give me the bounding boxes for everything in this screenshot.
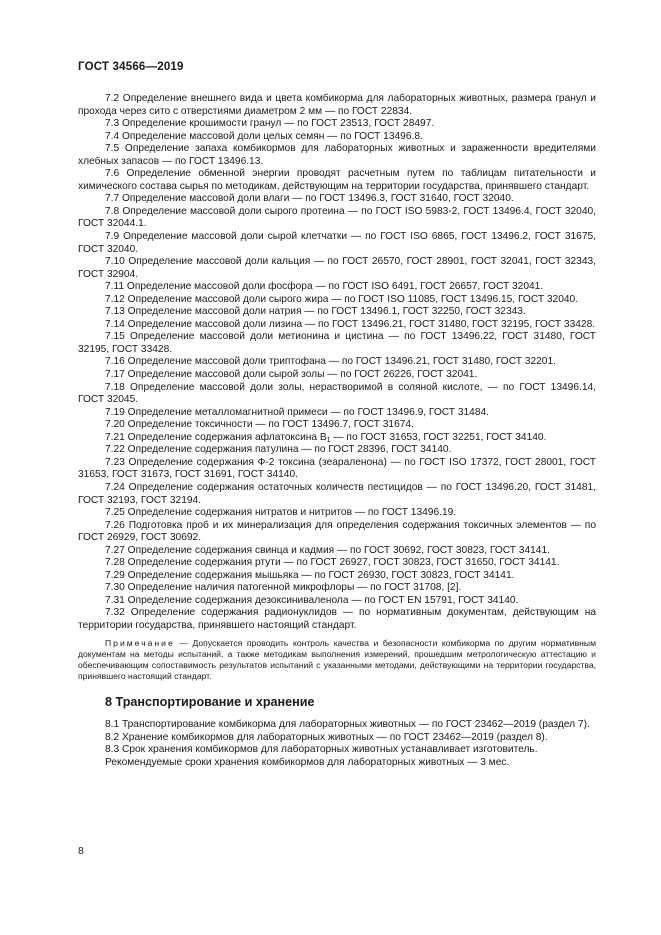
note-text: — Допускается проводить контроль качества и безопасности комбикорма по другим нормативным документам на методы испытаний, а также методикам выполнения измерений, прошедшим метрологическую аттестацию и обеспечивающим сопоставимость результатов испытаний с указанными методами, действующими на территории государства, принявшего настоящий стандарт. (78, 637, 596, 682)
clause-7-21-text-after: — по ГОСТ 31653, ГОСТ 32251, ГОСТ 34140. (330, 431, 547, 443)
clause-7-27: 7.27 Определение содержания свинца и кадмия — по ГОСТ 30692, ГОСТ 30823, ГОСТ 34141. (105, 544, 550, 556)
clause-7-21 (78, 432, 596, 445)
clause-7-15: 7.15 Определение массовой доли метионина и цистина — по ГОСТ 13496.22, ГОСТ 31480, ГОСТ 32195, ГОСТ 33428. (78, 331, 596, 355)
clause-7-11: 7.11 Определение массовой доли фосфора — по ГОСТ ISO 6491, ГОСТ 26657, ГОСТ 32041. (105, 281, 544, 293)
clause-7-24: 7.24 Определение содержания остаточных количеств пестицидов — по ГОСТ 13496.20, ГОСТ 31481, ГОСТ 32193, ГОСТ 32194. (78, 481, 596, 506)
page-number: 8 (78, 845, 84, 857)
clause-7-25: 7.25 Определение содержания нитратов и нитритов — по ГОСТ 13496.19. (105, 507, 457, 519)
section-8-heading: 8 Транспортирование и хранение (105, 695, 315, 710)
document-header: ГОСТ 34566—2019 (78, 61, 184, 73)
clause-7-28: 7.28 Определение содержания ртути — по ГОСТ 26927, ГОСТ 30823, ГОСТ 31650, ГОСТ 34141. (105, 557, 560, 569)
clause-8-2: 8.2 Хранение комбикормов для лабораторных животных — по ГОСТ 23462—2019 (раздел 8). (105, 731, 548, 743)
clause-7-22: 7.22 Определение содержания патулина — по ГОСТ 28396, ГОСТ 34140. (105, 444, 452, 456)
clause-7-6: 7.6 Определение обменной энергии проводят расчетным путем по таблицам питательности и химического состава сырья по методикам, действующим на территории государства, принявшего стандарт. (78, 168, 596, 192)
clause-7-32: 7.32 Определение содержания радионуклидов — по нормативным документам, действующим на территории государства, принявшего настоящий стандарт. (78, 607, 596, 631)
clause-7-12: 7.12 Определение массовой доли сырого жира — по ГОСТ ISO 11085, ГОСТ 13496.15, ГОСТ 32040. (105, 293, 579, 305)
clause-7-5: 7.5 Определение запаха комбикормов для лабораторных животных и зараженности вредителями хлебных запасов — по ГОСТ 13496.13. (78, 143, 596, 167)
clause-8-3: 8.3 Срок хранения комбикормов для лабораторных животных устанавливает изготовитель. (105, 744, 538, 756)
clause-7-26: 7.26 Подготовка проб и их минерализация для определения содержания токсичных элементов — по ГОСТ 26929, ГОСТ 30692. (78, 519, 596, 544)
clause-7-30: 7.30 Определение наличия патогенной микрофлоры — по ГОСТ 31708, [2]. (105, 582, 462, 594)
clause-7-4: 7.4 Определение массовой доли целых семян — по ГОСТ 13496.8. (105, 130, 423, 142)
clause-7-21-subscript: 1 (326, 436, 331, 444)
note-label: Примечание (105, 637, 175, 648)
clause-7-31: 7.31 Определение содержания дезоксиниваленола — по ГОСТ EN 15791, ГОСТ 34140. (105, 594, 519, 606)
clause-7-10: 7.10 Определение массовой доли кальция — по ГОСТ 26570, ГОСТ 28901, ГОСТ 32041, ГОСТ 32343, ГОСТ 32904. (78, 256, 596, 280)
clause-7-16: 7.16 Определение массовой доли триптофана — по ГОСТ 13496.21, ГОСТ 31480, ГОСТ 32201. (105, 356, 556, 368)
clause-7-7: 7.7 Определение массовой доли влаги — по ГОСТ 13496.3, ГОСТ 31640, ГОСТ 32040. (105, 193, 514, 205)
clause-7-14: 7.14 Определение массовой доли лизина — по ГОСТ 13496.21, ГОСТ 31480, ГОСТ 32195, ГОСТ 33428. (105, 318, 596, 330)
document-body (78, 93, 596, 770)
clause-7-3: 7.3 Определение крошимости гранул — по ГОСТ 23513, ГОСТ 28497. (105, 118, 435, 130)
clause-7-9: 7.9 Определение массовой доли сырой клетчатки — по ГОСТ ISO 6865, ГОСТ 13496.2, ГОСТ 31675, ГОСТ 32040. (78, 231, 596, 255)
clause-7-18: 7.18 Определение массовой доли золы, нерастворимой в соляной кислоте, — по ГОСТ 13496.14, ГОСТ 32045. (78, 381, 596, 406)
clause-7-29: 7.29 Определение содержания мышьяка — по ГОСТ 26930, ГОСТ 30823, ГОСТ 34141. (105, 569, 515, 581)
clause-7-23: 7.23 Определение содержания Ф-2 токсина (зеараленона) — по ГОСТ ISO 17372, ГОСТ 28001, ГОСТ 31653, ГОСТ 31673, ГОСТ 31691, ГОСТ 34140. (78, 456, 596, 481)
note-block (78, 638, 596, 683)
clause-7-20: 7.20 Определение токсичности — по ГОСТ 13496.7, ГОСТ 31674. (105, 419, 414, 431)
clause-7-19: 7.19 Определение металломагнитной примеси — по ГОСТ 13496.9, ГОСТ 31484. (105, 406, 490, 418)
clause-8-4: Рекомендуемые сроки хранения комбикормов для лабораторных животных — 3 мес. (105, 756, 510, 768)
clause-8-1: 8.1 Транспортирование комбикорма для лабораторных животных — по ГОСТ 23462—2019 (раздел 7). (105, 719, 590, 731)
clause-7-17: 7.17 Определение массовой доли сырой золы — по ГОСТ 26226, ГОСТ 32041. (105, 369, 478, 381)
clause-7-21-text-before: 7.21 Определение содержания афлатоксина В (105, 431, 327, 443)
clause-7-8: 7.8 Определение массовой доли сырого протеина — по ГОСТ ISO 5983-2, ГОСТ 13496.4, ГОСТ 32040, ГОСТ 32044.1. (78, 205, 596, 230)
clause-7-13: 7.13 Определение массовой доли натрия — по ГОСТ 13496.1, ГОСТ 32250, ГОСТ 32343. (105, 306, 526, 318)
clause-7-2: 7.2 Определение внешнего вида и цвета комбикорма для лабораторных животных, размера гранул и прохода через сито с отверстиями диаметром 2 мм — по ГОСТ 22834. (78, 93, 596, 117)
